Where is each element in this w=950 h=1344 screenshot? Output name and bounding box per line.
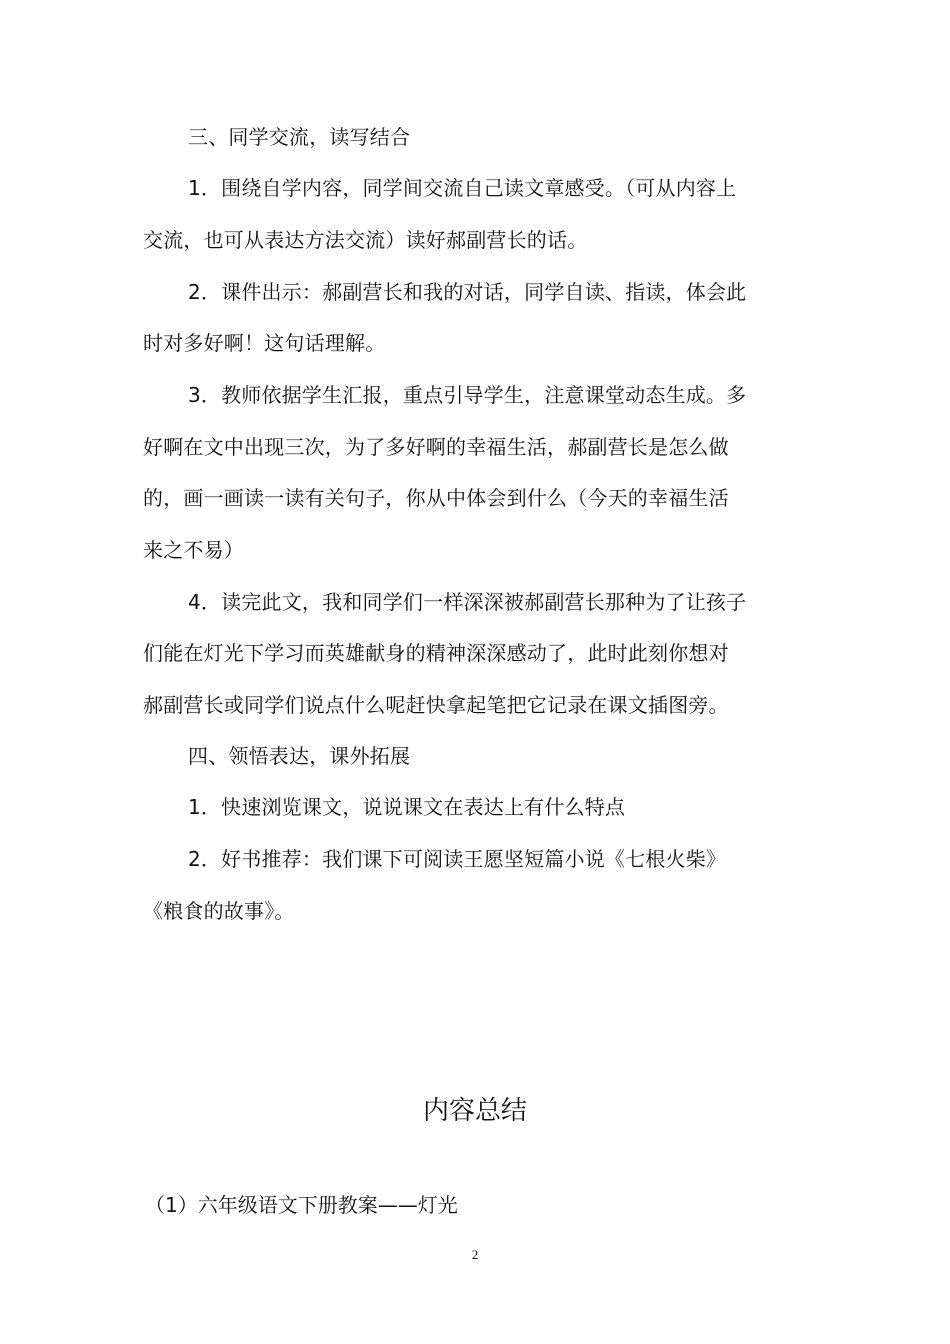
summary-title: 内容总结 (422, 1096, 527, 1126)
paragraph-line: 《粮食的故事》。 (143, 899, 295, 923)
section-heading-3: 三、同学交流，读写结合 (188, 125, 411, 149)
paragraph-line: 来之不易） (143, 538, 244, 562)
summary-item: （1）六年级语文下册教案——灯光 (145, 1193, 458, 1217)
paragraph-line: 1．围绕自学内容，同学间交流自己读文章感受。（可从内容上 (188, 176, 737, 200)
paragraph-line: 4．读完此文，我和同学们一样深深被郝副营长那种为了让孩子 (188, 590, 747, 614)
paragraph-line: 们能在灯光下学习而英雄献身的精神深深感动了，此时此刻你想对 (143, 641, 729, 665)
paragraph-line: 交流，也可从表达方法交流）读好郝副营长的话。 (143, 228, 588, 252)
paragraph-line: 的，画一画读一读有关句子，你从中体会到什么（今天的幸福生活 (143, 486, 729, 510)
paragraph-line: 1．快速浏览课文，说说课文在表达上有什么特点 (188, 795, 626, 819)
page-number: 2 (471, 1247, 479, 1262)
paragraph-line: 3．教师依据学生汇报，重点引导学生，注意课堂动态生成。多 (188, 383, 747, 407)
paragraph-line: 时对多好啊！这句话理解。 (143, 331, 386, 355)
paragraph-line: 好啊在文中出现三次，为了多好啊的幸福生活，郝副营长是怎么做 (143, 435, 729, 459)
section-heading-4: 四、领悟表达，课外拓展 (188, 744, 411, 768)
paragraph-line: 郝副营长或同学们说点什么呢赶快拿起笔把它记录在课文插图旁。 (143, 693, 729, 717)
paragraph-line: 2．课件出示：郝副营长和我的对话，同学自读、指读，体会此 (188, 280, 747, 304)
paragraph-line: 2．好书推荐：我们课下可阅读王愿坚短篇小说《七根火柴》 (188, 847, 727, 871)
